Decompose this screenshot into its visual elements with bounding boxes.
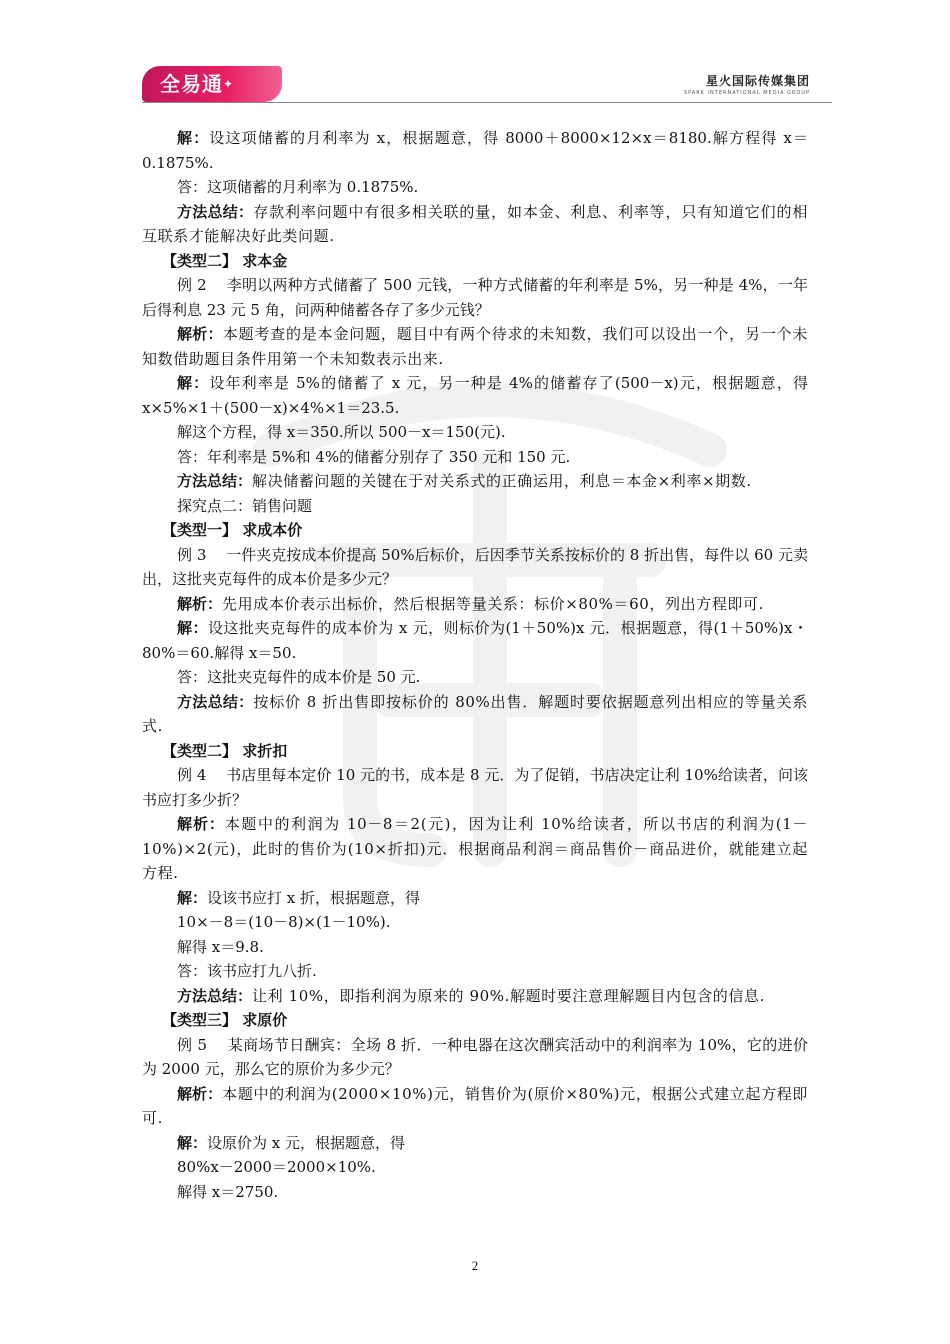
paragraph-text: 探究点二：销售问题 [177, 496, 313, 515]
paragraph-text: 10×－8＝(10－8)×(1－10%). [177, 913, 391, 931]
paragraph-text: 例 3 一件夹克按成本价提高 50%后标价，后因季节关系按标价的 8 折出售，每件以 60 元卖出，这批夹克每件的成本价是多少元？ [142, 545, 808, 588]
paragraph-label: 解析： [177, 594, 223, 613]
paragraph-text: 让利 10%，即指利润为原来的 90%.解题时要注意理解题目内包含的信息. [252, 986, 765, 1005]
publisher-brand [684, 72, 810, 96]
paragraph-label: 解： [177, 619, 208, 637]
paragraph-label: 解： [177, 374, 210, 392]
paragraph-text: 先用成本价表示出标价，然后根据等量关系：标价×80%＝60，列出方程即可. [222, 594, 764, 613]
logo-text: 全易通 [160, 72, 223, 96]
paragraph [142, 812, 808, 886]
paragraph [142, 445, 808, 470]
paragraph-text: 本题中的利润为(2000×10%)元，销售价为(原价×80%)元，根据公式建立起方程即可. [142, 1084, 808, 1127]
paragraph-text: 解得 x＝9.8. [177, 937, 264, 956]
paragraph [142, 1082, 808, 1131]
paragraph-text: 设原价为 x 元，根据题意，得 [207, 1133, 406, 1152]
paragraph-text: 按标价 8 折出售即按标价的 80%出售．解题时要依据题意列出相应的等量关系式. [142, 692, 808, 735]
paragraph-label: 解析： [177, 1084, 223, 1103]
paragraph-label: 解析： [177, 325, 223, 343]
page-header [0, 0, 950, 110]
paragraph [142, 543, 808, 592]
paragraph-text: 解决储蓄问题的关键在于对关系式的正确运用，利息＝本金×利率×期数. [252, 472, 752, 490]
paragraph-label: 解析： [177, 815, 225, 833]
paragraph-label: 方法总结： [177, 986, 253, 1005]
paragraph-label: 方法总结： [177, 472, 253, 490]
paragraph [142, 469, 808, 494]
paragraph [142, 200, 808, 249]
paragraph [142, 126, 808, 175]
paragraph [142, 371, 808, 420]
paragraph [142, 959, 808, 984]
paragraph [142, 494, 808, 519]
paragraph [142, 690, 808, 739]
paragraph [142, 665, 808, 690]
section-heading: 【类型二】 求本金 [162, 251, 288, 270]
paragraph [142, 1180, 808, 1205]
paragraph [142, 616, 808, 665]
quanyitong-logo [142, 66, 282, 102]
paragraph [142, 984, 808, 1009]
section-heading: 【类型三】 求原价 [162, 1011, 288, 1029]
paragraph-label: 方法总结： [177, 202, 254, 221]
paragraph-text: 设这批夹克每件的成本价为 x 元，则标价为(1＋50%)x 元．根据题意，得(1＋50%)x・80%＝60.解得 x＝50. [142, 619, 808, 662]
paragraph-label: 方法总结： [177, 692, 254, 711]
paragraph [142, 935, 808, 960]
paragraph-text: 例 5 某商场节日酬宾：全场 8 折．一种电器在这次酬宾活动中的利润率为 10%，它的进价为 2000 元，那么它的原价为多少元？ [142, 1035, 808, 1078]
paragraph [142, 175, 808, 200]
paragraph-text: 解得 x＝2750. [177, 1182, 279, 1201]
paragraph-text: 解这个方程，得 x＝350.所以 500－x＝150(元). [177, 423, 506, 441]
page-number: 2 [471, 1258, 479, 1273]
paragraph [142, 1131, 808, 1156]
paragraph-text: 80%x－2000＝2000×10%. [177, 1158, 376, 1176]
paragraph-label: 解： [177, 888, 208, 907]
paragraph-label: 解： [177, 1133, 208, 1152]
paragraph-text: 本题考查的是本金问题，题目中有两个待求的未知数，我们可以设出一个，另一个未知数借助题目条件用第一个未知数表示出来. [142, 325, 808, 368]
paragraph-text: 设该书应打 x 折，根据题意，得 [207, 888, 421, 907]
section-heading: 【类型一】 求成本价 [162, 521, 303, 539]
brand-name-cn: 星火国际传媒集团 [705, 74, 810, 88]
paragraph [142, 1033, 808, 1082]
paragraph [142, 910, 808, 935]
paragraph-text: 设年利率是 5%的储蓄了 x 元，另一种是 4%的储蓄存了(500－x)元，根据题意，得 x×5%×1＋(500－x)×4%×1＝23.5. [142, 374, 808, 417]
paragraph-text: 例 4 书店里每本定价 10 元的书，成本是 8 元．为了促销，书店决定让利 10%给读者，问该书应打多少折？ [142, 766, 808, 809]
brand-name-en: SPARK INTERNATIONAL MEDIA GROUP [683, 90, 810, 96]
logo-star-icon: ✦ [223, 77, 235, 91]
document-body [142, 126, 808, 1204]
paragraph-text: 答：这批夹克每件的成本价是 50 元. [177, 668, 421, 686]
paragraph [142, 886, 808, 911]
paragraph-text: 设这项储蓄的月利率为 x，根据题意，得 8000＋8000×12×x＝8180.解方程得 x＝0.1875%. [142, 129, 808, 172]
paragraph [142, 322, 808, 371]
paragraph-text: 答：年利率是 5%和 4%的储蓄分别存了 350 元和 150 元. [177, 447, 571, 466]
paragraph [142, 763, 808, 812]
paragraph-text: 答：这项储蓄的月利率为 0.1875%. [177, 178, 419, 196]
paragraph [142, 273, 808, 322]
paragraph-text: 例 2 李明以两种方式储蓄了 500 元钱，一种方式储蓄的年利率是 5%，另一种是 4%，一年后得利息 23 元 5 角，问两种储蓄各存了多少元钱？ [142, 276, 808, 319]
paragraph-text: 本题中的利润为 10－8＝2(元)，因为让利 10%给读者，所以书店的利润为(1－10%)×2(元)，此时的售价为(10×折扣)元．根据商品利润＝商品售价－商品进价，就能建立起方程. [142, 815, 808, 882]
paragraph-text: 存款利率问题中有很多相关联的量，如本金、利息、利率等，只有知道它们的相互联系才能解决好此类问题. [142, 202, 808, 245]
paragraph [142, 592, 808, 617]
paragraph [142, 420, 808, 445]
paragraph [142, 1155, 808, 1180]
header-divider [142, 102, 832, 103]
paragraph-label: 解： [177, 129, 210, 147]
section-heading: 【类型二】 求折扣 [162, 741, 288, 760]
paragraph-text: 答：该书应打九八折. [177, 962, 317, 980]
